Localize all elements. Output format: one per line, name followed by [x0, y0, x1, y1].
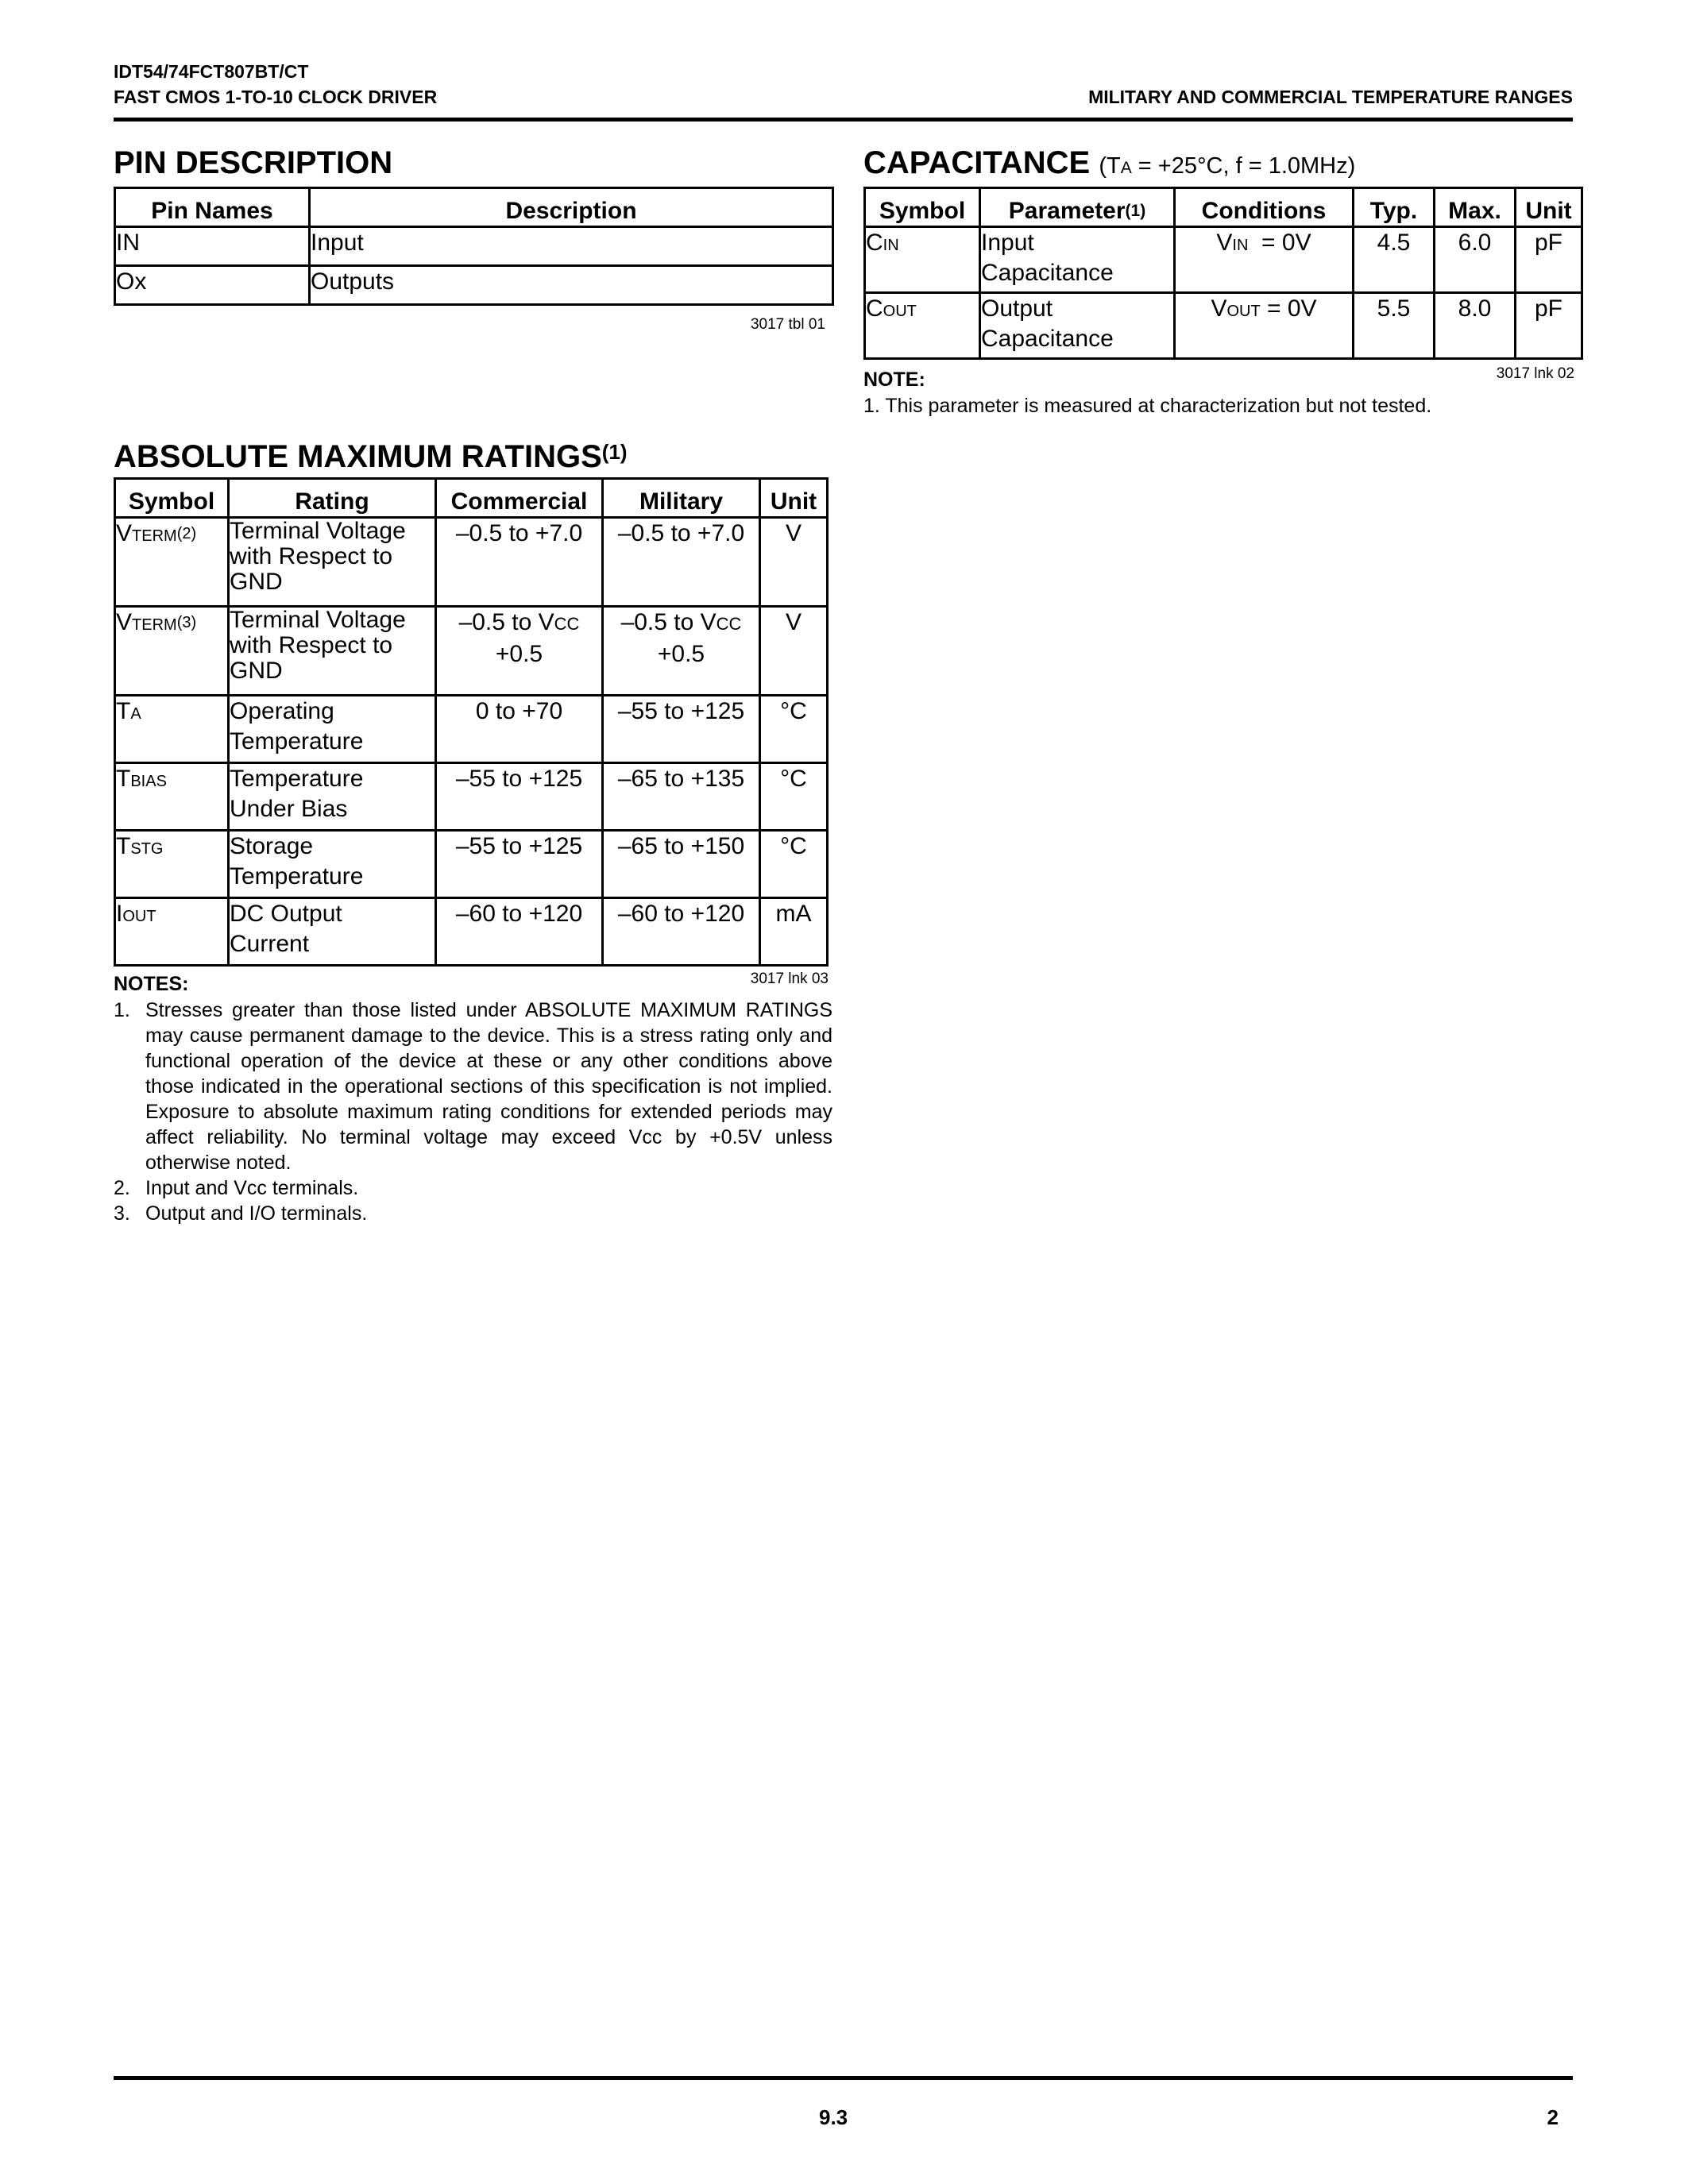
rating-cell: Terminal Voltage with Respect to GND — [229, 607, 436, 696]
parameter-cell: Input Capacitance — [980, 227, 1175, 293]
military-cell: –0.5 to VCC +0.5 — [603, 607, 760, 696]
column-header: Rating — [229, 479, 436, 518]
unit-cell: pF — [1516, 293, 1582, 359]
commercial-cell: –60 to +120 — [436, 898, 603, 966]
column-header: Unit — [1516, 188, 1582, 227]
table-row — [115, 831, 828, 898]
capacitance-note-heading: NOTE: — [863, 369, 925, 391]
symbol-cell: IOUT — [115, 898, 229, 966]
table-row — [115, 518, 828, 607]
section-number: 9.3 — [819, 2105, 848, 2129]
symbol-cell: TA — [115, 696, 229, 763]
absolute-max-notes-heading: NOTES: — [114, 973, 189, 995]
footer-rule — [114, 2076, 1573, 2080]
table-row — [865, 227, 1582, 293]
commercial-cell: –0.5 to VCC +0.5 — [436, 607, 603, 696]
column-header: Conditions — [1175, 188, 1354, 227]
pin-description: Input — [310, 227, 833, 266]
table-row — [115, 763, 828, 831]
max-cell: 8.0 — [1435, 293, 1516, 359]
table-ref: 3017 tbl 01 — [750, 316, 825, 333]
rating-cell: Terminal Voltage with Respect to GND — [229, 518, 436, 607]
column-header: Symbol — [115, 479, 229, 518]
symbol-cell: CIN — [865, 227, 980, 293]
part-number: IDT54/74FCT807BT/CT — [114, 61, 309, 82]
symbol-cell: TBIAS — [115, 763, 229, 831]
parameter-cell: Output Capacitance — [980, 293, 1175, 359]
column-header: Parameter$^{(1)}$ — [980, 188, 1175, 227]
column-header: Typ. — [1354, 188, 1435, 227]
max-cell: 6.0 — [1435, 227, 1516, 293]
column-header: Symbol — [865, 188, 980, 227]
list-item: 1. Stresses greater than those listed under ABSOLUTE MAXIMUM RATINGS may cause permanent damage to the device. This is a stress rating only and functional operation of the device at these or any other conditions above those indicated in the operational sections of this specification is not implied. Exposure to absolute maximum rating conditions for extended periods may affect reliability. No terminal voltage may exceed Vcc by +0.5V unless otherwise noted. — [114, 999, 832, 1174]
table-ref: 3017 lnk 02 — [1496, 365, 1574, 382]
table-header-row — [115, 188, 833, 227]
table-row — [865, 293, 1582, 359]
unit-cell: V — [760, 518, 828, 607]
column-header: Pin Names — [115, 188, 310, 227]
pin-name: IN — [115, 227, 310, 266]
capacitance-table — [863, 187, 1583, 360]
unit-cell: V — [760, 607, 828, 696]
capacitance-conditions: (TA = +25°C, f = 1.0MHz) — [1099, 153, 1356, 179]
rating-cell: Operating Temperature — [229, 696, 436, 763]
typ-cell: 4.5 — [1354, 227, 1435, 293]
rating-cell: Temperature Under Bias — [229, 763, 436, 831]
pin-name: Ox — [115, 266, 310, 305]
rating-cell: Storage Temperature — [229, 831, 436, 898]
table-row — [115, 266, 833, 305]
typ-cell: 5.5 — [1354, 293, 1435, 359]
rating-cell: DC Output Current — [229, 898, 436, 966]
symbol-cell: TSTG — [115, 831, 229, 898]
pin-description-title: PIN DESCRIPTION — [114, 145, 393, 180]
military-cell: –0.5 to +7.0 — [603, 518, 760, 607]
unit-cell: °C — [760, 696, 828, 763]
table-row — [115, 227, 833, 266]
table-row — [115, 696, 828, 763]
commercial-cell: –55 to +125 — [436, 763, 603, 831]
column-header: Military — [603, 479, 760, 518]
absolute-max-notes — [114, 997, 832, 1226]
unit-cell: °C — [760, 763, 828, 831]
header-rule — [114, 118, 1573, 122]
conditions-cell: VIN = 0V — [1175, 227, 1354, 293]
list-item: 3. Output and I/O terminals. — [114, 1202, 368, 1225]
table-row — [115, 607, 828, 696]
table-header-row — [865, 188, 1582, 227]
symbol-cell: VTERM$^{(3)}$ — [115, 607, 229, 696]
table-row — [115, 898, 828, 966]
capacitance-title-text: CAPACITANCE — [863, 145, 1091, 180]
military-cell: –60 to +120 — [603, 898, 760, 966]
conditions-cell: VOUT = 0V — [1175, 293, 1354, 359]
commercial-cell: –0.5 to +7.0 — [436, 518, 603, 607]
table-ref: 3017 lnk 03 — [750, 970, 829, 987]
commercial-cell: 0 to +70 — [436, 696, 603, 763]
pin-description-table — [114, 187, 834, 306]
absolute-max-title: ABSOLUTE MAXIMUM RATINGS$^{(1)}$ — [114, 439, 628, 474]
temperature-ranges: MILITARY AND COMMERCIAL TEMPERATURE RANGES — [1088, 87, 1573, 107]
pin-description: Outputs — [310, 266, 833, 305]
symbol-cell: COUT — [865, 293, 980, 359]
column-header: Description — [310, 188, 833, 227]
commercial-cell: –55 to +125 — [436, 831, 603, 898]
table-header-row — [115, 479, 828, 518]
capacitance-title — [863, 145, 1355, 187]
unit-cell: pF — [1516, 227, 1582, 293]
symbol-cell: VTERM$^{(2)}$ — [115, 518, 229, 607]
page-number: 2 — [1547, 2105, 1559, 2129]
list-item: 2. Input and Vcc terminals. — [114, 1177, 359, 1199]
device-title: FAST CMOS 1-TO-10 CLOCK DRIVER — [114, 87, 438, 107]
column-header: Unit — [760, 479, 828, 518]
unit-cell: °C — [760, 831, 828, 898]
column-header: Commercial — [436, 479, 603, 518]
military-cell: –65 to +150 — [603, 831, 760, 898]
column-header: Max. — [1435, 188, 1516, 227]
capacitance-note: 1. This parameter is measured at characterization but not tested. — [863, 395, 1432, 417]
absolute-max-table — [114, 477, 829, 967]
military-cell: –65 to +135 — [603, 763, 760, 831]
military-cell: –55 to +125 — [603, 696, 760, 763]
unit-cell: mA — [760, 898, 828, 966]
